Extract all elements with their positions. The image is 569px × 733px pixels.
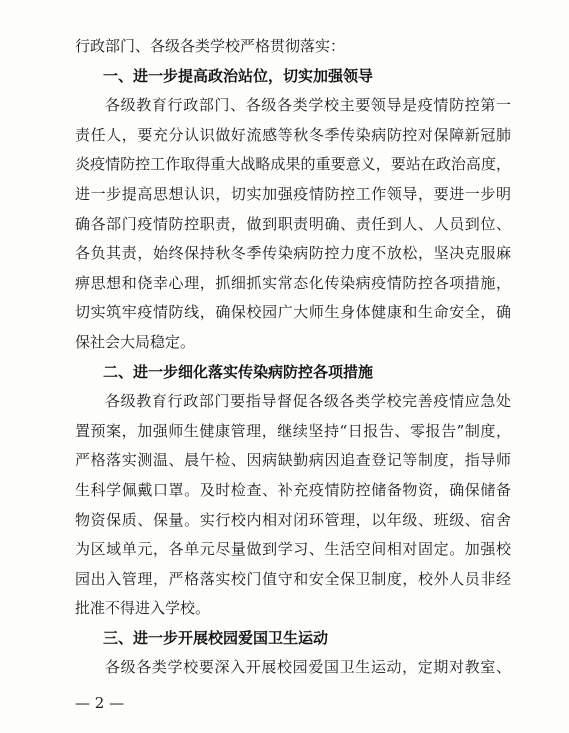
paragraph-line: 切实筑牢疫情防线，确保校园广大师生身体健康和生命安全，确 — [75, 303, 511, 322]
paragraph-line: 进一步提高思想认识，切实加强疫情防控工作领导，要进一步明 — [75, 184, 511, 203]
paragraph-line: 痹思想和侥幸心理，抓细抓实常态化传染病疫情防控各项措施， — [75, 273, 511, 292]
document-body — [75, 32, 511, 683]
section-heading: 一、进一步提高政治站位，切实加强领导 — [103, 66, 374, 85]
paragraph-line: 批准不得进入学校。 — [75, 599, 211, 618]
paragraph-line: 各级教育行政部门、各级各类学校主要领导是疫情防控第一 — [105, 96, 511, 115]
paragraph-line: 物资保质、保量。实行校内相对闭环管理，以年级、班级、宿舍 — [75, 510, 511, 529]
paragraph-line: 为区域单元，各单元尽量做到学习、生活空间相对固定。加强校 — [75, 540, 511, 559]
paragraph-line: 生科学佩戴口罩。及时检查、补充疫情防控储备物资，确保储备 — [75, 480, 511, 499]
paragraph-line: 保社会大局稳定。 — [75, 332, 196, 351]
paragraph-line: 各级教育行政部门要指导督促各级各类学校完善疫情应急处 — [105, 392, 511, 411]
section-heading: 二、进一步细化落实传染病防控各项措施 — [103, 362, 374, 381]
page-number: — 2 — — [75, 694, 125, 712]
section-1 — [75, 62, 511, 358]
paragraph-line: 各级各类学校要深入开展校园爱国卫生运动，定期对教室、 — [105, 658, 511, 677]
section-heading: 三、进一步开展校园爱国卫生运动 — [103, 628, 329, 647]
paragraph-line: 园出入管理，严格落实校门值守和安全保卫制度，校外人员非经 — [75, 569, 511, 588]
paragraph-line: 严格落实测温、晨午检、因病缺勤病因追查登记等制度，指导师 — [75, 451, 511, 470]
section-3 — [75, 624, 511, 683]
section-2 — [75, 358, 511, 624]
paragraph-line: 置预案，加强师生健康管理，继续坚持“日报告、零报告”制度， — [75, 421, 511, 440]
paragraph-line: 炎疫情防控工作取得重大战略成果的重要意义，要站在政治高度， — [75, 155, 511, 174]
paragraph-line: 责任人，要充分认识做好流感等秋冬季传染病防控对保障新冠肺 — [75, 125, 511, 144]
intro-line: 行政部门、各级各类学校严格贯彻落实： — [75, 37, 346, 55]
paragraph-line: 确各部门疫情防控职责，做到职责明确、责任到人、人员到位、 — [75, 214, 511, 233]
paragraph-line: 各负其责，始终保持秋冬季传染病防控力度不放松，坚决克服麻 — [75, 244, 511, 263]
